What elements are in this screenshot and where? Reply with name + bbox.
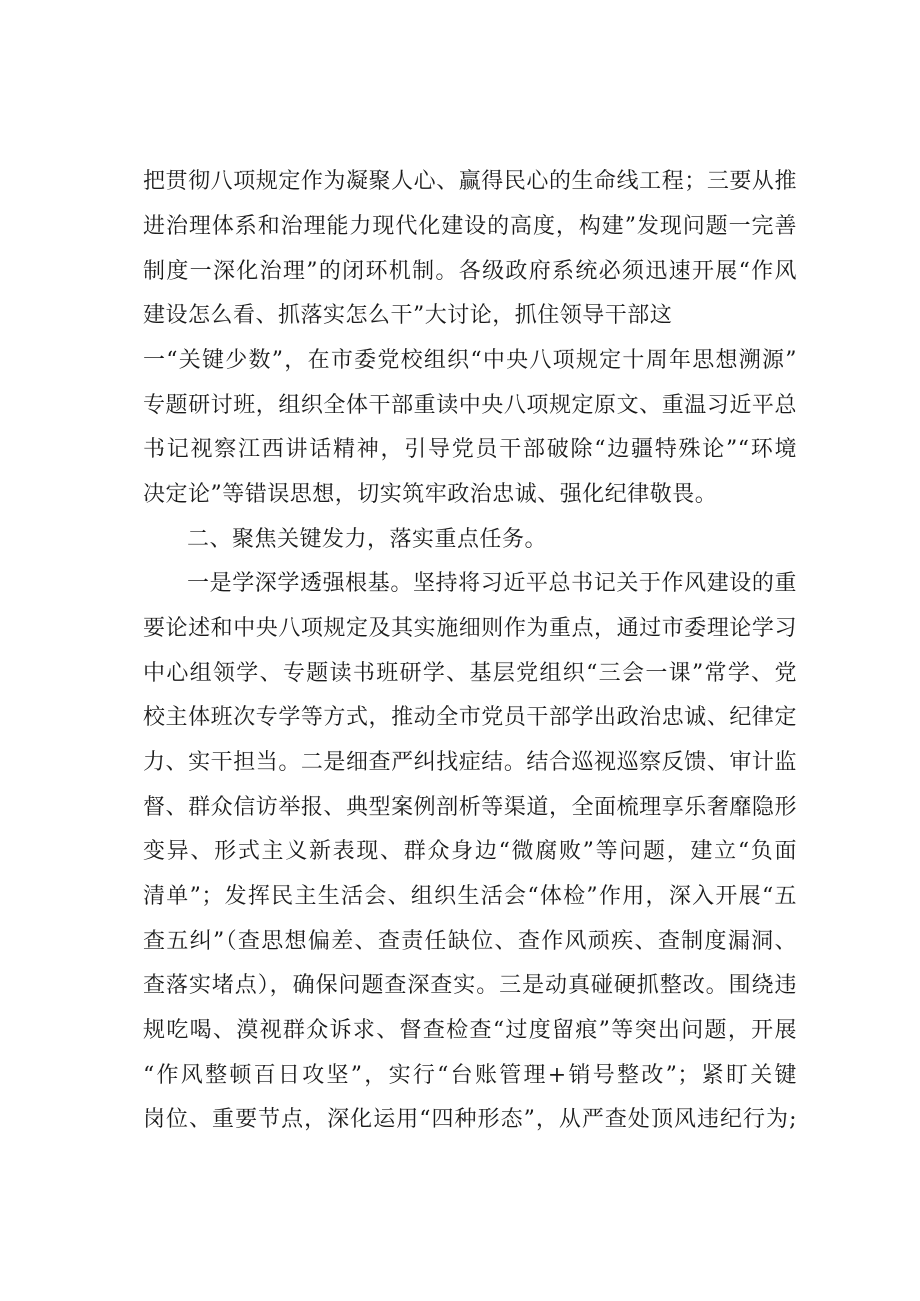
text-line: 要论述和中央八项规定及其实施细则作为重点，通过市委理论学习	[143, 616, 797, 641]
text-line: 督、群众信访举报、典型案例剖析等渠道，全面梳理享乐奢靡隐形	[143, 795, 797, 820]
text-line: 清单”；发挥民主生活会、组织生活会“体检”作用，深入开展“五	[143, 884, 797, 909]
text-line: 一是学深学透强根基。坚持将习近平总书记关于作风建设的重	[187, 571, 797, 596]
text-line: 查落实堵点），确保问题查深查实。三是动真碰硬抓整改。围绕违	[143, 973, 797, 998]
text-line: 进治理体系和治理能力现代化建设的高度，构建”发现问题一完善	[143, 214, 797, 239]
text-line: 中心组领学、专题读书班研学、基层党组织“三会一课”常学、党	[143, 661, 797, 686]
text-line: 变异、形式主义新表现、群众身边“微腐败”等问题，建立“负面	[143, 839, 797, 864]
text-line: 专题研讨班，组织全体干部重读中央八项规定原文、重温习近平总	[143, 393, 797, 418]
text-line: 岗位、重要节点，深化运用“四种形态”，从严查处顶风违纪行为;	[143, 1107, 797, 1132]
text-line: 制度一深化治理”的闭环机制。各级政府系统必须迅速开展“作风	[143, 259, 797, 284]
text-line: “作风整顿百日攻坚”，实行“台账管理+销号整改”；紧盯关键	[143, 1063, 797, 1088]
text-line: 规吃喝、漠视群众诉求、督查检查“过度留痕”等突出问题，开展	[143, 1018, 797, 1043]
text-line: 力、实干担当。二是细查严纠找症结。结合巡视巡察反馈、审计监	[143, 750, 797, 775]
text-line: 决定论”等错误思想，切实筑牢政治忠诚、强化纪律敬畏。	[143, 482, 718, 507]
text-line: 建设怎么看、抓落实怎么干”大讨论，抓住领导干部这	[143, 303, 673, 328]
text-line: 书记视察江西讲话精神，引导党员干部破除“边疆特殊论”“环境	[143, 437, 797, 462]
text-line: 一“关键少数”，在市委党校组织“中央八项规定十周年思想溯源”	[143, 348, 797, 373]
text-line: 校主体班次专学等方式，推动全市党员干部学出政治忠诚、纪律定	[143, 705, 797, 730]
section-heading: 二、聚焦关键发力，落实重点任务。	[187, 527, 548, 552]
text-line: 把贯彻八项规定作为凝聚人心、赢得民心的生命线工程；三要从推	[143, 169, 797, 194]
text-line: 查五纠”（查思想偏差、查责任缺位、查作风顽疾、查制度漏洞、	[143, 929, 797, 954]
